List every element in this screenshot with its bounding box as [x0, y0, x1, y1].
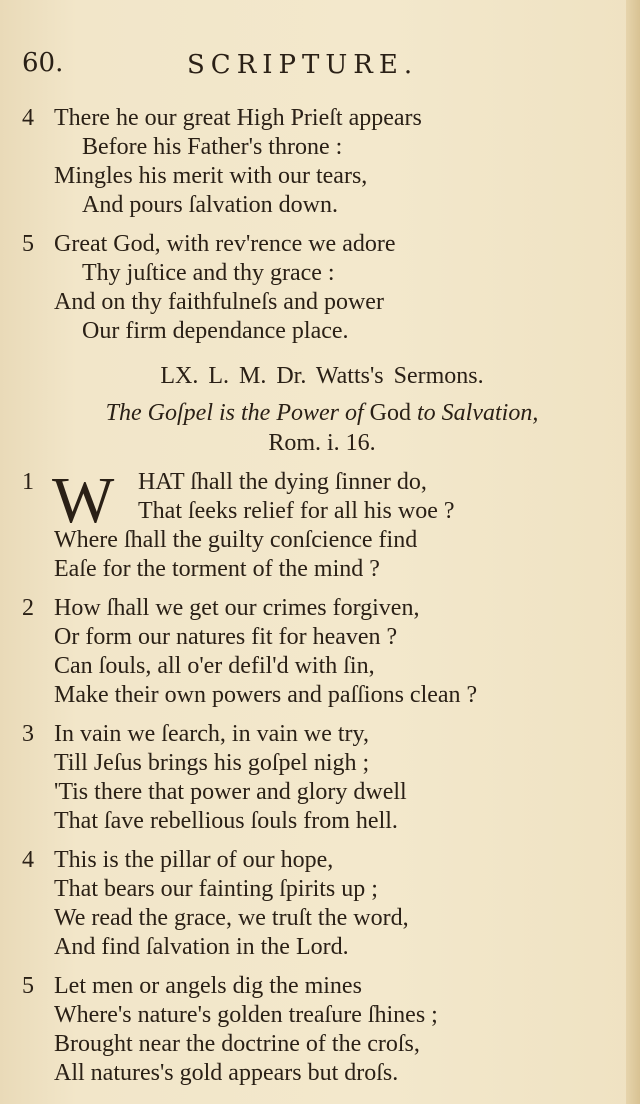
- stanza-number: 5: [22, 231, 34, 257]
- verse-line: And find ſalvation in the Lord.: [54, 934, 349, 960]
- stanza: [22, 104, 622, 220]
- subtitle-part: God: [369, 400, 411, 426]
- verse-line: All natures's gold appears but droſs.: [54, 1060, 399, 1086]
- subtitle-part: The Goſpel is the Power of: [105, 400, 370, 426]
- verse-line: Till Jeſus brings his goſpel nigh ;: [54, 750, 370, 776]
- verse-line: Our firm dependance place.: [82, 318, 349, 344]
- verse-line: Make their own powers and paſſions clean ?: [54, 682, 478, 708]
- verse-line: Eaſe for the torment of the mind ?: [54, 556, 380, 582]
- scripture-reference: Rom. i. 16.: [268, 430, 376, 456]
- verse-line: Thy juſtice and thy grace :: [82, 260, 335, 286]
- verse-line: That ſave rebellious ſouls from hell.: [54, 808, 398, 834]
- stanza: [22, 972, 622, 1088]
- verse-line: And pours ſalvation down.: [82, 192, 338, 218]
- stanza-number: 4: [22, 847, 34, 873]
- page-number: 60.: [22, 48, 64, 78]
- verse-line: Where's nature's golden treaſure ſhines ;: [54, 1002, 438, 1028]
- subtitle-part: to Salvation,: [411, 400, 539, 426]
- stanza: [22, 846, 622, 962]
- verse-line: We read the grace, we truſt the word,: [54, 905, 409, 931]
- running-head: SCRIPTURE.: [187, 50, 419, 80]
- stanza-number: 4: [22, 105, 34, 131]
- verse-line: Or form our natures fit for heaven ?: [54, 624, 398, 650]
- verse-line: This is the pillar of our hope,: [54, 847, 334, 873]
- stanza: [22, 594, 622, 710]
- verse-line: Before his Father's throne :: [82, 134, 343, 160]
- stanza: [22, 464, 622, 584]
- hymn-subtitle: [22, 398, 622, 428]
- stanza-number: 3: [22, 721, 34, 747]
- verse-line: Can ſouls, all o'er defil'd with ſin,: [54, 653, 375, 679]
- stanza: [22, 720, 622, 836]
- stanza: [22, 230, 622, 346]
- verse-line: 'Tis there that power and glory dwell: [54, 779, 407, 805]
- verse-line: Where ſhall the guilty conſcience find: [54, 527, 418, 553]
- verse-line: Great God, with rev'rence we adore: [54, 231, 396, 257]
- stanza-number: 5: [22, 973, 34, 999]
- page-header: [22, 48, 622, 88]
- verse-line: That ſeeks relief for all his woe ?: [138, 498, 455, 524]
- verse-line: How ſhall we get our crimes forgiven,: [54, 595, 420, 621]
- verse-line: Let men or angels dig the mines: [54, 973, 362, 999]
- page-content: [22, 104, 622, 1098]
- stanza-number: 2: [22, 595, 34, 621]
- stanza-number: 1: [22, 469, 34, 495]
- verse-line: Mingles his merit with our tears,: [54, 163, 368, 189]
- verse-line: HAT ſhall the dying ſinner do,: [138, 469, 427, 495]
- verse-line: And on thy faithfulneſs and power: [54, 289, 384, 315]
- hymn-title: LX. L. M. Dr. Watts's Sermons.: [160, 363, 484, 389]
- verse-line: In vain we ſearch, in vain we try,: [54, 721, 369, 747]
- verse-line: That bears our fainting ſpirits up ;: [54, 876, 378, 902]
- page-edge: [626, 0, 640, 1104]
- drop-cap: W: [52, 464, 115, 537]
- verse-line: There he our great High Prieſt appears: [54, 105, 422, 131]
- verse-line: Brought near the doctrine of the croſs,: [54, 1031, 420, 1057]
